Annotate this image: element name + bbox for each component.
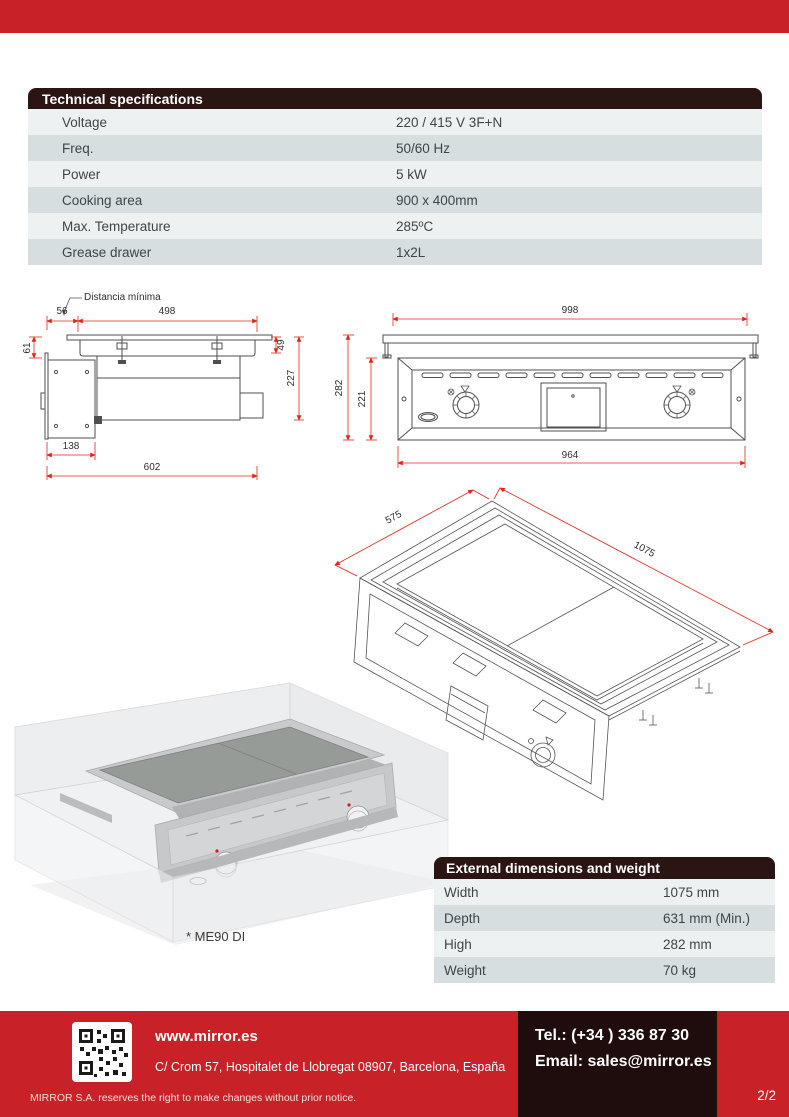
table-row xyxy=(434,957,775,983)
dim-label: 1075 xyxy=(631,539,657,560)
row-label: Freq. xyxy=(62,140,94,156)
top-red-bar xyxy=(0,0,789,33)
front-view-drawing xyxy=(330,300,785,480)
table-row xyxy=(434,905,775,931)
front-view-geometry xyxy=(383,335,758,440)
control-knob-left xyxy=(448,386,479,418)
row-value: 1x2L xyxy=(396,244,426,260)
row-label: Width xyxy=(444,884,479,900)
dim-label: 227 xyxy=(286,369,297,387)
row-value: 5 kW xyxy=(396,166,427,182)
annotation-label: Distancia mínima xyxy=(84,292,161,303)
external-dimensions-table xyxy=(434,857,775,983)
control-knob-right xyxy=(664,386,695,418)
row-value: 220 / 415 V 3F+N xyxy=(396,114,503,130)
footer xyxy=(0,1011,789,1117)
leader-annotation xyxy=(62,292,161,316)
row-label: Voltage xyxy=(62,114,108,130)
table-rows xyxy=(28,109,762,265)
table-title: Technical specifications xyxy=(28,88,762,109)
row-value: 900 x 400mm xyxy=(396,192,478,208)
table-row xyxy=(28,135,762,161)
row-value: 70 kg xyxy=(663,962,697,978)
qr-code xyxy=(72,1022,132,1082)
row-label: Cooking area xyxy=(62,192,143,208)
table-row xyxy=(434,931,775,957)
table-row xyxy=(28,109,762,135)
row-label: Max. Temperature xyxy=(62,218,171,234)
row-value: 282 mm xyxy=(663,936,712,952)
dim-label: 56 xyxy=(56,306,68,317)
vent-slots xyxy=(422,373,723,378)
row-label: Power xyxy=(62,166,101,182)
row-label: Weight xyxy=(444,962,486,978)
table-rows xyxy=(434,879,775,983)
iso-knob xyxy=(529,737,556,767)
row-label: Grease drawer xyxy=(62,244,152,260)
row-value: 50/60 Hz xyxy=(396,140,451,156)
row-label: Depth xyxy=(444,910,481,926)
dim-label: 998 xyxy=(561,305,579,316)
table-title: External dimensions and weight xyxy=(434,857,775,879)
product-render xyxy=(0,655,460,950)
row-label: High xyxy=(444,936,472,952)
model-label: * ME90 DI xyxy=(186,929,246,944)
table-row xyxy=(28,239,762,265)
dim-label: 498 xyxy=(158,306,176,317)
contact-block xyxy=(518,1011,717,1117)
dimensions xyxy=(335,488,773,645)
row-value: 1075 mm xyxy=(663,884,720,900)
table-row xyxy=(28,161,762,187)
disclaimer-text: MIRROR S.A. reserves the right to make changes without prior notice. xyxy=(30,1092,357,1104)
dim-label: 602 xyxy=(143,462,161,473)
dim-label: 138 xyxy=(62,441,80,452)
website-link: www.mirror.es xyxy=(155,1028,258,1045)
table-row xyxy=(434,879,775,905)
page-number: 2/2 xyxy=(757,1088,776,1103)
technical-specifications-table xyxy=(28,88,762,265)
phone-number: Tel.: (+34 ) 336 87 30 xyxy=(535,1027,690,1044)
table-row xyxy=(28,213,762,239)
side-view-geometry xyxy=(41,335,272,439)
table-row xyxy=(28,187,762,213)
dim-label: 221 xyxy=(357,390,368,408)
dim-label: 49 xyxy=(276,339,287,351)
side-view-drawing xyxy=(22,290,322,482)
row-value: 631 mm (Min.) xyxy=(663,910,751,926)
dim-label: 282 xyxy=(334,379,345,397)
email-address: Email: sales@mirror.es xyxy=(535,1053,712,1070)
row-value: 285ºC xyxy=(396,218,434,234)
address-text: C/ Crom 57, Hospitalet de Llobregat 08907, Barcelona, España xyxy=(155,1060,506,1074)
brand-logo-plate xyxy=(419,413,438,422)
dim-label: 964 xyxy=(561,450,579,461)
dim-label: 575 xyxy=(383,508,404,527)
dim-label: 61 xyxy=(22,342,33,354)
